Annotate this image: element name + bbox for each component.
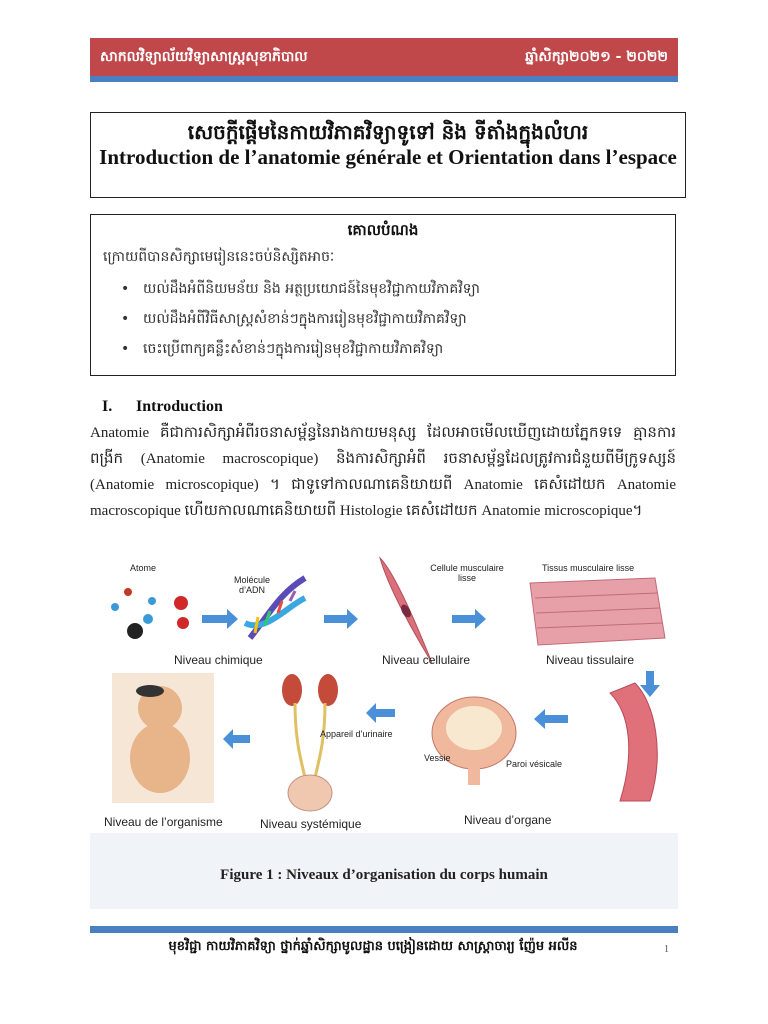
bladder-illustration — [432, 697, 516, 785]
objectives-list — [103, 274, 663, 364]
label-atome: Atome — [130, 563, 157, 573]
urinary-system-illustration — [282, 674, 338, 811]
label-tissus: Tissus musculaire lisse — [542, 563, 635, 573]
objective-item: • ចេះប្រើពាក្យគន្លឹះសំខាន់ៗក្នុងការរៀនមុខវិជ្ជាកាយវិភាគវិទ្យា — [103, 334, 663, 364]
label-niveau-chimique: Niveau chimique — [174, 653, 263, 667]
intro-paragraph: Anatomie គឺជាការសិក្សាអំពីរចនាសម្ព័ន្ធនៃរាងកាយមនុស្ស ដែលអាចមើលឃើញដោយភ្នែកទទេ គ្មានការពង្រីក (Anatomie macroscopique) និងការសិក្សាអំពី រចនាសម្ព័ន្ធដែលត្រូវការជំនួយពីមីក្រូទស្សន៍ (Anatomie microscopique) ។ ជាទូទៅកាលណាគេនិយាយពី Anatomie គេសំដៅយក Anatomie macroscopique ហើយកាលណាគេនិយាយពី Histologie គេសំដៅយក Anatomie microscopique។ — [90, 425, 676, 519]
section-heading — [102, 398, 223, 416]
objective-item: • យល់ដឹងអំពីនិយមន័យ និង អត្ថប្រយោជន៍នៃមុខវិជ្ជាកាយវិភាគវិទ្យា — [103, 274, 663, 304]
label-niveau-systemique: Niveau systémique — [260, 817, 362, 831]
page-number: 1 — [664, 944, 669, 955]
label-niveau-organisme: Niveau de l’organisme — [104, 815, 223, 829]
header-academic-year: ឆ្នាំសិក្សា២០២១ - ២០២២ — [525, 48, 668, 65]
figure-levels-organisation — [90, 553, 678, 909]
title-khmer: សេចក្តីផ្តើមនៃកាយវិភាគវិទ្យាទូទៅ និង ទីតាំងក្នុងលំហរ — [187, 120, 589, 144]
objectives-intro: ក្រោយពីបានសិក្សាមេរៀននេះចប់និស្សិតអាចៈ — [103, 249, 335, 265]
label-vessie: Vessie — [424, 753, 451, 763]
section-title: Introduction — [136, 398, 223, 415]
label-niveau-cellulaire: Niveau cellulaire — [382, 653, 471, 667]
label-appareil: Appareil d’urinaire — [320, 729, 393, 739]
tissue-illustration — [530, 578, 665, 645]
header-divider — [90, 76, 678, 82]
label-niveau-tissulaire: Niveau tissulaire — [546, 653, 635, 667]
objective-item: • យល់ដឹងអំពីវិធីសាស្ត្រសំខាន់ៗក្នុងការរៀនមុខវិជ្ជាកាយវិភាគវិទ្យា — [103, 304, 663, 334]
footer-divider — [90, 926, 678, 933]
header-university: សាកលវិទ្យាល័យវិទ្យាសាស្ត្រសុខាភិបាល — [100, 48, 308, 65]
objectives-box — [90, 214, 676, 376]
title-french: Introduction de l’anatomie générale et Orientation dans l’espace — [99, 145, 677, 169]
title-box — [90, 112, 686, 198]
label-paroi: Paroi vésicale — [506, 759, 563, 769]
label-niveau-organe: Niveau d’organe — [464, 813, 552, 827]
header-bar — [90, 38, 678, 76]
objectives-title: គោលបំណង — [347, 221, 419, 239]
arrows-row-2 — [223, 703, 568, 749]
figure-caption: Figure 1 : Niveaux d’organisation du corps humain — [220, 867, 548, 883]
label-molecule: Molécule d’ADN — [233, 575, 271, 595]
atom-illustration — [111, 588, 189, 639]
bladder-wall-illustration — [610, 683, 657, 801]
footer-text: មុខវិជ្ជា កាយវិភាគវិទ្យា ថ្នាក់ឆ្នាំសិក្សាមូលដ្ឋាន បង្រៀនដោយ សាស្ត្រាចារ្យ ញ៉ែម អលីន — [168, 939, 578, 954]
baby-illustration — [112, 673, 214, 803]
label-cellule: Cellule musculaire lisse — [430, 563, 504, 583]
section-number: I. — [102, 398, 113, 415]
figure-illustration — [90, 553, 678, 853]
